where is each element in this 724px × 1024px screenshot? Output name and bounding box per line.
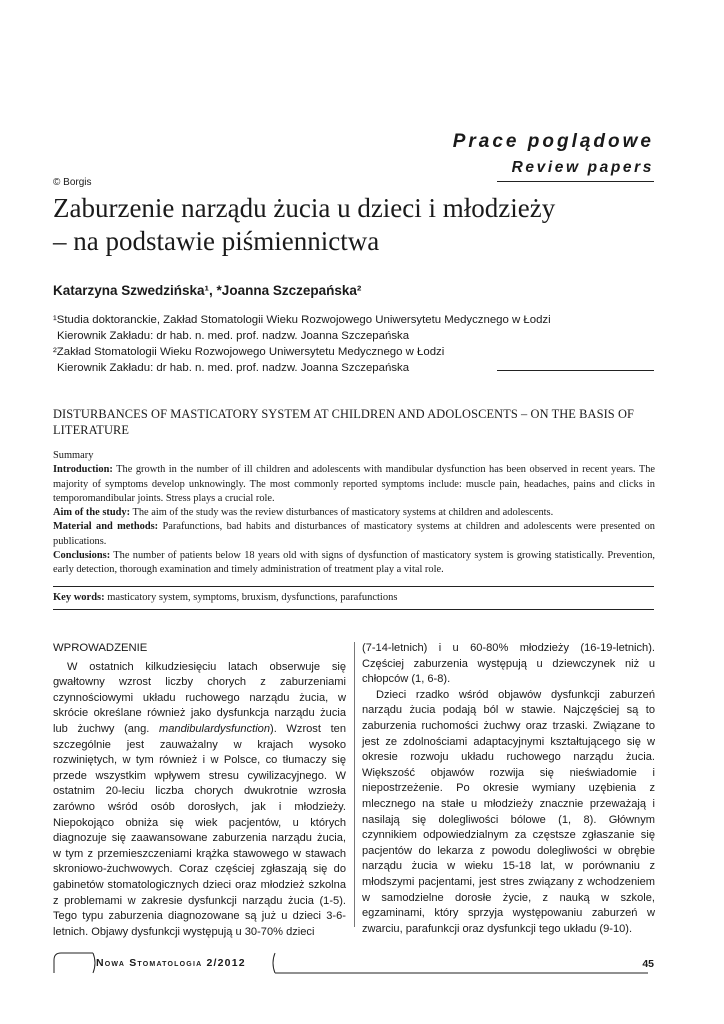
- conclusions-text: The number of patients below 18 years old with signs of dysfunction of masticatory system is growing statistically. Prevention, early detection, thorough examination and timely administration of treatment play a vital role.: [53, 550, 655, 576]
- summary-label: Summary: [53, 450, 94, 461]
- body-term-italic: mandibulardysfunction: [159, 722, 271, 735]
- introduction-text: The growth in the number of ill children and adolescents with mandibular dysfunction has been observed in recent years. The majority of symptoms develop unknowingly. The most commonly reported symptoms include: muscle pain, headaches, pains and clicks in temporomandibular joints. Stress plays a crucial role.: [53, 464, 655, 504]
- section-rule: [497, 181, 654, 182]
- introduction-label: Introduction:: [53, 464, 113, 476]
- methods-text: Parafunctions, bad habits and disturbances of masticatory systems at children and adolescents were presented on publications.: [53, 521, 656, 547]
- column-divider: [354, 642, 355, 927]
- article-title: [53, 192, 663, 258]
- aim-text: The aim of the study was the review disturbances of masticatory systems at children and adolescents.: [130, 507, 554, 519]
- abstract-conclusions: [53, 549, 655, 578]
- body-paragraph: Dzieci rzadko wśród objawów dysfunkcji zaburzeń narządu żucia podają ból w stawie. Najczęściej są to zaburzenia ruchomości żuchwy oraz trzaski. Związane to jest ze zdolnościami adaptacyjnymi kształtującego się w okresie rozwoju układu ruchowego narządu żucia. Większość objawów rozwija się nieświadomie i niepostrzeżenie. Po okresie wymiany uzębienia z mlecznego na stałe u młodzieży znacznie przeważają i nasilają się dolegliwości bólowe (1, 8). Głównym czynnikiem odpowiedzialnym za częstsze zgłaszanie się pacjentów do lekarza z powodu dolegliwości w obrębie narządu żucia w wieku 15-18 lat, w porównaniu z młodszymi pacjentami, jest stres związany z wchodzeniem w samodzielne dorosłe życie, z nauką w szkole, egzaminami, który sprzyja występowaniu zaburzeń w zwarciu, parafunkcji oraz dysfunkcji tego układu (9-10).: [362, 688, 655, 935]
- affiliation-line: Kierownik Zakładu: dr hab. n. med. prof. nadzw. Joanna Szczepańska: [57, 330, 410, 342]
- page-number: 45: [642, 958, 654, 970]
- body-column-right: [362, 641, 655, 937]
- body-text: ). Wzrost ten szczególnie jest zauważalny w krajach wysoko rozwiniętych, w tym również i w Polsce, co tłumaczy się przede wszystkim wpływem stresu cywilizacyjnego. W ostatnim 20-leciu liczba chorych dwukrotnie wzrosła zarówno wśród osób dorosłych, jak i młodzieży. Niepokojąco obniża się wiek pacjentów, u których diagnozuje się zaawansowane zaburzenia narządu żucia, w tym z przemieszczeniami krążka stawowego w stawach skroniowo-żuchwowych. Coraz częściej zgłaszają się do gabinetów stomatologicznych dzieci oraz młodzież szkolna z problemami w zakresie dysfunkcji narządu żucia (1-5). Tego typu zaburzenia diagnozowane są już u dzieci 3-6-letnich. Objawy dysfunkcji występują u 30-70% dzieci: [53, 722, 346, 938]
- affiliation-line: ¹Studia doktoranckie, Zakład Stomatologii Wieku Rozwojowego Uniwersytetu Medycznego w Łodzi: [53, 314, 551, 326]
- affiliation-rule: [497, 370, 654, 371]
- abstract: [53, 449, 655, 578]
- journal-name: Nowa Stomatologia 2/2012: [96, 957, 246, 969]
- keywords: [53, 591, 654, 605]
- section-label-english: Review papers: [511, 159, 654, 176]
- body-paragraph: (7-14-letnich) i u 60-80% młodzieży (16-19-letnich). Częściej zaburzenia występują u dziewczynek niż u chłopców (1, 6-8).: [362, 642, 655, 686]
- article-title-line-2: – na podstawie piśmiennictwa: [53, 226, 380, 256]
- aim-label: Aim of the study:: [53, 507, 131, 519]
- keywords-text: masticatory system, symptoms, bruxism, dysfunctions, parafunctions: [104, 592, 398, 603]
- abstract-introduction: [53, 463, 655, 506]
- keywords-top-rule: [53, 586, 654, 587]
- copyright-notice: © Borgis: [53, 177, 92, 188]
- keywords-label: Key words:: [53, 592, 105, 603]
- affiliation-line: Kierownik Zakładu: dr hab. n. med. prof. nadzw. Joanna Szczepańska: [57, 362, 410, 374]
- keywords-bottom-rule: [53, 609, 654, 610]
- body-text: W ostatnich kilkudziesięciu latach obserwuje się gwałtowny wzrost liczby chorych z zaburzeniami czynnościowymi układu ruchowego narządu żucia, w skrócie określane również jako dysfunkcja narządu żucia lub żuchwy (ang.: [53, 660, 346, 735]
- article-title-line-1: Zaburzenie narządu żucia u dzieci i młodzieży: [53, 193, 556, 223]
- methods-label: Material and methods:: [53, 521, 159, 533]
- body-column-left: [53, 641, 346, 940]
- body-paragraph: [53, 660, 346, 941]
- abstract-methods: [53, 520, 655, 549]
- english-title: DISTURBANCES OF MASTICATORY SYSTEM AT CHILDREN AND ADOLOSCENTS – ON THE BASIS OF LITERATURE: [53, 407, 635, 437]
- abstract-aim: [53, 506, 655, 520]
- authors: Katarzyna Szwedzińska¹, *Joanna Szczepańska²: [53, 283, 362, 298]
- section-label-polish: Prace poglądowe: [452, 131, 654, 152]
- conclusions-label: Conclusions:: [53, 550, 111, 562]
- section-heading: WPROWADZENIE: [53, 642, 148, 654]
- affiliation-line: ²Zakład Stomatologii Wieku Rozwojowego Uniwersytetu Medycznego w Łodzi: [53, 346, 445, 358]
